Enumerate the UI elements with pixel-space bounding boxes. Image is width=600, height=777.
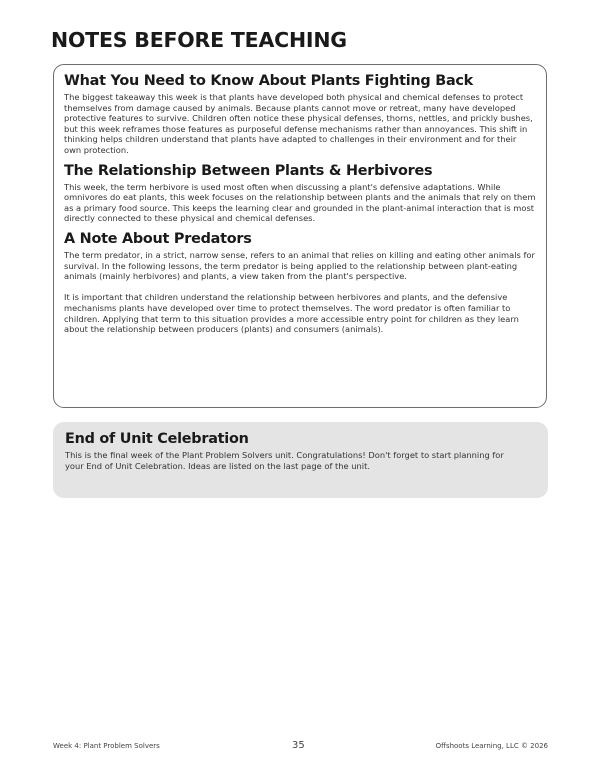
section-heading-plants-herbivores: The Relationship Between Plants & Herbivores [64, 162, 433, 179]
section-heading-predators: A Note About Predators [64, 230, 252, 247]
end-of-unit-celebration-box [53, 422, 548, 498]
footer-unit-label: Week 4: Plant Problem Solvers [53, 742, 160, 750]
section-paragraph: This week, the term herbivore is used most often when discussing a plant's defensive adaptations. While omnivores do eat plants, this week focuses on the relationship between plants and the animals that rely on them as a primary food source. This keeps the learning clear and grounded in the plant-animal interaction that is most directly connected to these physical and chemical defenses. [64, 181, 536, 224]
section-paragraph: The biggest takeaway this week is that plants have developed both physical and chemical defenses to protect themselves from damage caused by animals. Because plants cannot move or retreat, many have developed protective features to survive. Children often notice these physical defenses, thorns, nettles, and prickly bushes, but this week reframes those features as purposeful defense mechanisms rather than annoyances. This shift in thinking helps children understand that plants have adapted to challenges in their environment and for their own protection. [64, 92, 533, 155]
celebration-text: This is the final week of the Plant Problem Solvers unit. Congratulations! Don't forget to start planning for your End of Unit Celebration. Ideas are listed on the last page of the unit. [65, 450, 504, 471]
section-heading-plants-fighting-back: What You Need to Know About Plants Fighting Back [64, 73, 474, 89]
section-paragraph: The term predator, in a strict, narrow sense, refers to an animal that relies on killing and eating other animals for survival. In the following lessons, the term predator is being applied to the relationship between plant-eating animals (mainly herbivores) and plants, a view taken from the plant's perspective. [64, 249, 535, 282]
page-title: NOTES BEFORE TEACHING [51, 28, 347, 52]
page-number: 35 [292, 740, 305, 751]
celebration-heading: End of Unit Celebration [65, 431, 249, 447]
section-paragraph: It is important that children understand the relationship between herbivores and plants, and the defensive mechanisms plants have developed over time to protect themselves. The word predator is often familiar to children. Applying that term to this situation provides a more accessible entry point for children as they learn about the relationship between producers (plants) and consumers (animals). [64, 292, 519, 335]
footer-copyright: Offshoots Learning, LLC © 2026 [435, 742, 548, 750]
notes-box [53, 64, 547, 408]
